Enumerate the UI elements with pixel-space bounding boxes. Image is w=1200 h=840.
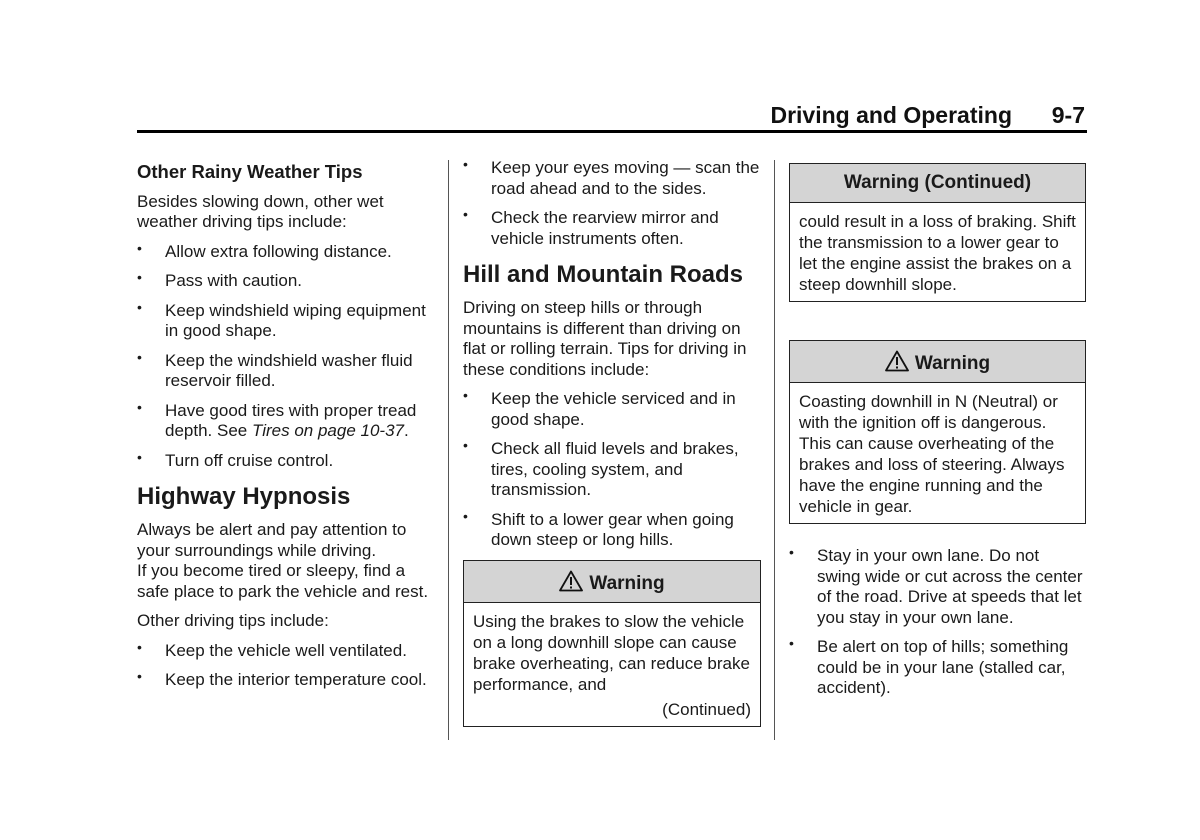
hill-mountain-heading: Hill and Mountain Roads	[463, 261, 743, 288]
hill-tips-list	[463, 389, 761, 551]
other-tips-list	[137, 638, 437, 691]
warning-continued-text: could result in a loss of braking. Shift the transmission to a lower gear to let the engine assist the brakes on a steep downhill slope.	[799, 211, 1076, 294]
column-divider	[448, 160, 449, 740]
hill-intro: Driving on steep hills or through mountains is different than driving on flat or rolling terrain. Tips for driving in these conditions include:	[463, 298, 747, 379]
bullet-icon: •	[463, 206, 468, 222]
list-item: • Be alert on top of hills; something could be in your lane (stalled car, accident).	[789, 635, 1069, 697]
page-header	[137, 100, 1087, 133]
bullet-icon: •	[463, 156, 468, 172]
bullet-icon: •	[137, 269, 142, 285]
bullet-icon: •	[137, 298, 142, 315]
rainy-tips-list	[137, 239, 437, 472]
lane-tips-list	[789, 546, 1086, 699]
driving-tips-list	[463, 158, 761, 249]
warning-triangle-icon	[559, 570, 583, 592]
tires-page-link[interactable]: Tires on page 10-37	[251, 421, 404, 440]
rainy-intro: Besides slowing down, other wet weather driving tips include:	[137, 191, 384, 231]
list-item: • Check all fluid levels and brakes, tires, cooling system, and transmission.	[463, 437, 739, 499]
rainy-weather-heading: Other Rainy Weather Tips	[137, 161, 363, 182]
bullet-icon: •	[463, 387, 468, 403]
column-right	[789, 158, 1086, 708]
other-tips-intro: Other driving tips include:	[137, 611, 329, 630]
bullet-icon: •	[137, 448, 142, 465]
bullet-icon: •	[463, 437, 468, 453]
section-title: Driving and Operating	[770, 102, 1012, 128]
list-item: • Turn off cruise control.	[137, 448, 334, 470]
bullet-icon: •	[789, 544, 794, 560]
spacer	[789, 302, 1086, 336]
bullet-icon: •	[137, 668, 142, 684]
bullet-icon: •	[137, 239, 142, 256]
warning-continued-header: Warning (Continued)	[790, 164, 1085, 203]
list-item: • Stay in your own lane. Do not swing wide or cut across the center of the road. Drive at speeds that let you stay in your own lane.	[789, 544, 1083, 627]
list-item: • Keep the windshield washer fluid reservoir filled.	[137, 348, 413, 390]
list-item: • Pass with caution.	[137, 269, 303, 290]
continued-label: (Continued)	[662, 700, 751, 719]
bullet-icon: •	[137, 348, 142, 365]
warning-label: Warning	[589, 572, 665, 594]
list-item: • Keep the interior temperature cool.	[137, 668, 427, 689]
warning-text: Coasting downhill in N (Neutral) or with the ignition off is dangerous. This can cause overheating of the brakes and loss of steering. Always have the engine running and the vehicle in gear.	[799, 392, 1065, 516]
list-item: • Keep your eyes moving — scan the road ahead and to the sides.	[463, 156, 760, 198]
bullet-icon: •	[137, 638, 142, 655]
list-item: • Shift to a lower gear when going down steep or long hills.	[463, 507, 734, 549]
warning-box	[789, 340, 1086, 525]
page-number: 9-7	[1051, 102, 1085, 128]
list-item: • Have good tires with proper tread depth. See Tires on page 10-37.	[137, 398, 417, 440]
bullet-icon: •	[137, 398, 142, 415]
warning-header	[464, 561, 760, 604]
warning-label: Warning	[914, 352, 991, 374]
warning-continued-box	[789, 163, 1086, 302]
warning-triangle-icon	[885, 350, 909, 372]
bullet-icon: •	[789, 635, 794, 651]
list-item: • Keep windshield wiping equipment in good shape.	[137, 298, 426, 340]
list-item: • Keep the vehicle serviced and in good shape.	[463, 387, 736, 429]
list-item: • Allow extra following distance.	[137, 239, 392, 261]
hypnosis-paragraph-1: Always be alert and pay attention to your surroundings while driving.	[137, 520, 407, 560]
bullet-icon: •	[463, 507, 468, 524]
warning-header	[790, 341, 1085, 384]
list-item: • Keep the vehicle well ventilated.	[137, 638, 407, 660]
highway-hypnosis-heading: Highway Hypnosis	[137, 483, 351, 510]
column-middle	[463, 158, 761, 727]
hypnosis-paragraph-2: If you become tired or sleepy, find a safe place to park the vehicle and rest.	[137, 561, 429, 601]
list-item: • Check the rearview mirror and vehicle instruments often.	[463, 206, 719, 248]
warning-body	[464, 603, 760, 726]
warning-box	[463, 560, 761, 728]
warning-text: Using the brakes to slow the vehicle on a long downhill slope can cause brake overheating, can reduce brake performance, and	[473, 612, 750, 694]
column-left	[137, 158, 437, 700]
column-divider	[774, 160, 775, 740]
